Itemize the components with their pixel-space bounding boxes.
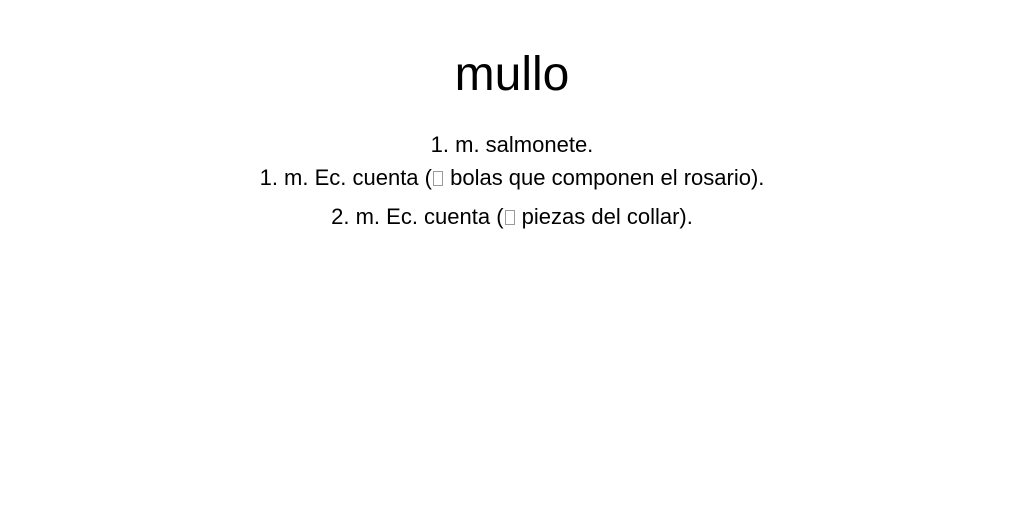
definition-2-cuenta-collar <box>0 204 1024 230</box>
definition-suffix: bolas que componen el rosario). <box>443 165 765 190</box>
missing-glyph-icon <box>433 171 443 186</box>
definition-suffix: piezas del collar). <box>515 204 693 229</box>
definition-1-salmonete <box>0 132 1024 158</box>
definition-prefix: 2. m. Ec. cuenta ( <box>331 204 504 229</box>
definition-prefix: 1. m. Ec. cuenta ( <box>259 165 432 190</box>
definition-text: 1. m. salmonete. <box>430 132 594 157</box>
definition-1-cuenta-rosario <box>0 165 1024 191</box>
missing-glyph-icon <box>505 210 515 225</box>
headword: mullo <box>454 48 570 101</box>
